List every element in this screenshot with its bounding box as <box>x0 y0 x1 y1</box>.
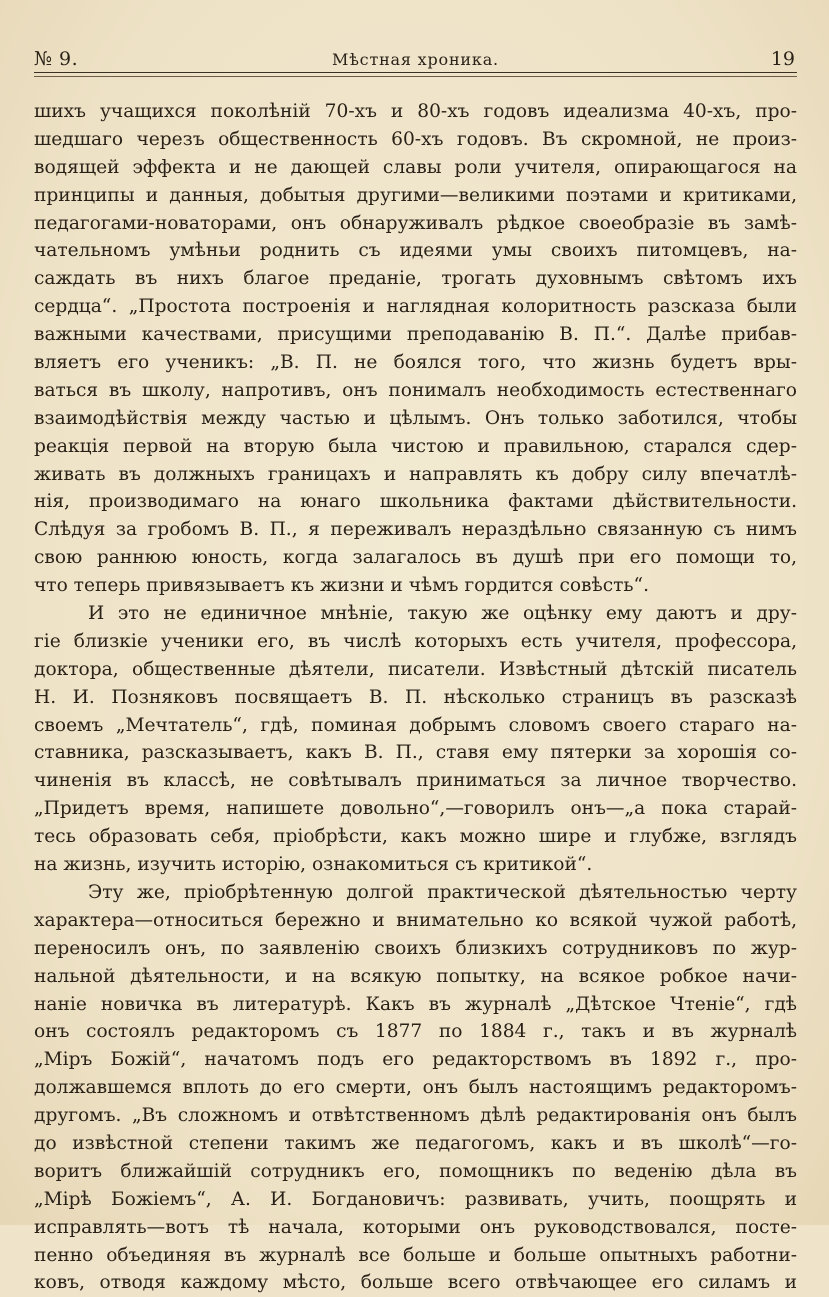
page-number: 19 <box>770 48 795 70</box>
text-line: тесь образовать себя, пріобрѣсти, какъ можно шире и глубже, взглядъ <box>34 826 797 848</box>
text-line: важными качествами, присущими преподаванію В. П.“. Далѣе прибав- <box>34 324 797 346</box>
text-line: водящей эффекта и не дающей славы роли учителя, опирающагося на <box>34 156 797 178</box>
text-line: онъ состоялъ редакторомъ съ 1877 по 1884 г., такъ и въ журналѣ <box>34 1021 797 1043</box>
issue-number: № 9. <box>34 48 79 70</box>
text-line: воритъ ближайшій сотрудникъ его, помощникъ по веденію дѣла въ <box>34 1160 797 1182</box>
text-line: переносилъ онъ, по заявленію своихъ близкихъ сотрудниковъ по жур- <box>34 937 797 959</box>
text-line: ковъ, отводя каждому мѣсто, больше всего отвѣчающее его силамъ и <box>34 1272 797 1294</box>
text-line: Эту же, пріобрѣтенную долгой практической дѣятельностью черту <box>88 881 797 903</box>
text-line: нія, производимаго на юнаго школьника фактами дѣйствительности. <box>34 491 797 513</box>
text-line: доктора, общественные дѣятели, писатели. Извѣстный дѣтскій писатель <box>34 658 797 680</box>
header-rule-thin <box>34 76 797 77</box>
text-line: взаимодѣйствія между частью и цѣлымъ. Онъ только заботился, чтобы <box>34 407 797 429</box>
text-line: пенно объединяя въ журналѣ все больше и больше опытныхъ работни- <box>34 1244 797 1266</box>
text-line: чиненія въ классѣ, не совѣтывалъ приниматься за личное творчество. <box>34 770 797 792</box>
text-line: до извѣстной степени такимъ же педагогомъ, какъ и въ школѣ“—го- <box>34 1132 797 1154</box>
section-title: Мѣстная хроника. <box>332 50 499 69</box>
text-line: гіе близкіе ученики его, въ числѣ которыхъ есть учителя, профессора, <box>34 630 797 652</box>
text-line: что теперь привязываетъ къ жизни и чѣмъ гордится совѣсть“. <box>34 575 649 597</box>
text-line: И это не единичное мнѣніе, такую же оцѣнку ему даютъ и дру- <box>88 603 797 625</box>
header-rule <box>34 72 797 73</box>
text-line: ваться въ школу, напротивъ, онъ понималъ необходимость естественнаго <box>34 379 797 401</box>
body-text <box>34 98 797 1297</box>
text-line: реакція первой на вторую была чистою и правильною, старался сдер- <box>34 435 797 457</box>
text-line: чательномъ умѣньи роднить съ идеями умы своихъ питомцевъ, на- <box>34 240 797 262</box>
text-line: своемъ „Мечтатель“, гдѣ, поминая добрымъ словомъ своего стараго на- <box>34 714 797 736</box>
text-line: „Придетъ время, напишете довольно“,—говорилъ онъ—„а пока старай- <box>34 798 797 820</box>
text-line: „Мірѣ Божіемъ“, А. И. Богдановичъ: развивать, учить, поощрять и <box>34 1188 797 1210</box>
text-line: Н. И. Позняковъ посвящаетъ В. П. нѣсколько страницъ въ разсказѣ <box>34 686 797 708</box>
text-line: ставника, разсказываетъ, какъ В. П., ставя ему пятерки за хорошія со- <box>34 742 797 764</box>
text-line: принципы и данныя, добытыя другими—великими поэтами и критиками, <box>34 184 797 206</box>
text-line: живать въ должныхъ границахъ и направлять къ добру силу впечатлѣ- <box>34 463 797 485</box>
text-line: „Міръ Божій“, начатомъ подъ его редакторствомъ въ 1892 г., про- <box>34 1049 797 1071</box>
text-line: сердца“. „Простота построенія и наглядная колоритность разсказа были <box>34 296 797 318</box>
text-line: педагогами-новаторами, онъ обнаруживалъ рѣдкое своеобразіе въ замѣ- <box>34 212 797 234</box>
text-line: характера—относиться бережно и внимательно ко всякой чужой работѣ, <box>34 909 797 931</box>
text-line: исправлять—вотъ тѣ начала, которыми онъ руководствовался, посте- <box>34 1216 797 1238</box>
text-line: саждать въ нихъ благое преданіе, трогать духовнымъ свѣтомъ ихъ <box>34 268 797 290</box>
text-line: шедшаго черезъ общественность 60-хъ годовъ. Въ скромной, не произ- <box>34 128 797 150</box>
text-line: шихъ учащихся поколѣній 70-хъ и 80-хъ годовъ идеализма 40-хъ, про- <box>34 101 797 122</box>
text-line: наніе новичка въ литературѣ. Какъ въ журналѣ „Дѣтское Чтеніе“, гдѣ <box>34 993 797 1015</box>
text-line: другомъ. „Въ сложномъ и отвѣтственномъ дѣлѣ редактированія онъ былъ <box>34 1105 797 1127</box>
text-line: на жизнь, изучить исторію, ознакомиться съ критикой“. <box>34 854 593 876</box>
text-line: вляетъ его ученикъ: „В. П. не боялся того, что жизнь будетъ вры- <box>34 352 797 374</box>
running-header <box>34 46 797 74</box>
text-line: Слѣдуя за гробомъ В. П., я переживалъ нераздѣльно связанную съ нимъ <box>34 519 797 541</box>
text-line: нальной дѣятельности, и на всякую попытку, на всякое робкое начи- <box>34 965 797 987</box>
text-line: должавшемся вплоть до его смерти, онъ былъ настоящимъ редакторомъ- <box>34 1077 797 1099</box>
text-line: свою раннюю юность, когда залагалось въ душѣ при его помощи то, <box>34 547 797 569</box>
